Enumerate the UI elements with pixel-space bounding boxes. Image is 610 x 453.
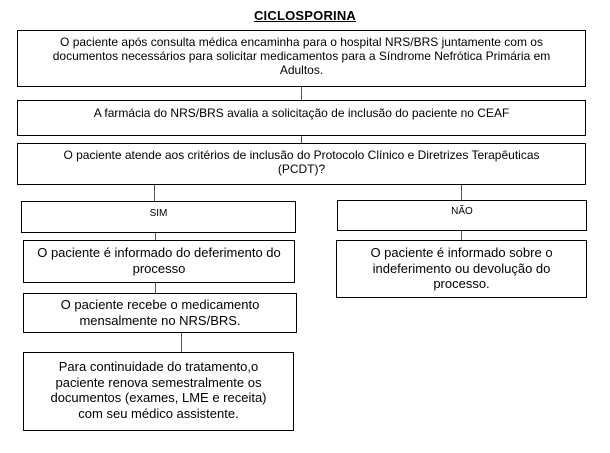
step-consult-text: O paciente após consulta médica encaminha para o hospital NRS/BRS juntamente com os documentos necessários para solicitar medicamentos para a Síndrome Nefrótica Primária em Adultos. <box>52 35 551 77</box>
decision-criteria-box <box>17 143 586 185</box>
connector-line <box>301 86 302 100</box>
connector-line <box>154 184 155 201</box>
connector-line <box>155 232 156 240</box>
connector-line <box>155 282 156 293</box>
no-branch-box <box>337 200 587 231</box>
yes-branch-box <box>21 201 296 233</box>
yes-branch-label: SIM <box>149 208 168 219</box>
renewal-text: Para continuidade do tratamento,o paciente renova semestralmente os documentos (exames, LME e receita) com seu médico assistente. <box>50 359 267 421</box>
approval-notice-box <box>23 240 295 283</box>
step-pharmacy-box <box>17 100 586 136</box>
step-pharmacy-text: A farmácia do NRS/BRS avalia a solicitação de inclusão do paciente no CEAF <box>93 106 510 120</box>
step-consult-box <box>17 30 586 87</box>
renewal-box <box>23 352 294 431</box>
monthly-medication-box <box>23 293 297 333</box>
rejection-notice-text: O paciente é informado sobre o indeferimento ou devolução do processo. <box>370 245 553 291</box>
connector-line <box>301 135 302 143</box>
connector-line <box>461 184 462 200</box>
flowchart-title: CICLOSPORINA <box>253 8 357 23</box>
rejection-notice-box <box>336 240 587 298</box>
decision-criteria-text: O paciente atende aos critérios de inclusão do Protocolo Clínico e Diretrizes Terapêuticas (PCDT)? <box>63 148 540 176</box>
connector-line <box>461 230 462 240</box>
monthly-medication-text: O paciente recebe o medicamento mensalmente no NRS/BRS. <box>60 297 260 328</box>
approval-notice-text: O paciente é informado do deferimento do processo <box>37 245 281 276</box>
connector-line <box>181 332 182 352</box>
no-branch-label: NÃO <box>451 206 473 217</box>
